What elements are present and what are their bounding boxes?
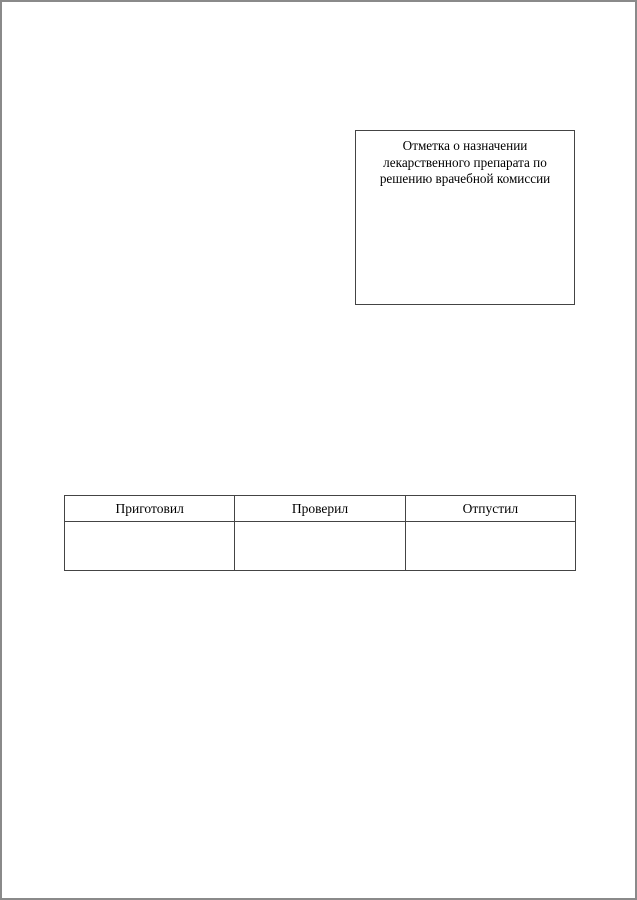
cell-dispensed-by-signature bbox=[405, 522, 575, 571]
mark-box-title-line-3: решению врачебной комиссии bbox=[379, 171, 551, 186]
signature-table-row bbox=[65, 522, 576, 571]
signature-table-header-row bbox=[65, 496, 576, 522]
mark-box-title-line-1: Отметка о назначении bbox=[402, 138, 528, 153]
header-checked-by: Проверил bbox=[235, 496, 405, 522]
cell-checked-by-signature bbox=[235, 522, 405, 571]
prescription-commission-mark-box bbox=[355, 130, 575, 305]
cell-prepared-by-signature bbox=[65, 522, 235, 571]
header-prepared-by: Приготовил bbox=[65, 496, 235, 522]
header-dispensed-by: Отпустил bbox=[405, 496, 575, 522]
signature-table bbox=[64, 495, 576, 571]
mark-box-title-line-2: лекарственного препарата по bbox=[383, 154, 547, 170]
